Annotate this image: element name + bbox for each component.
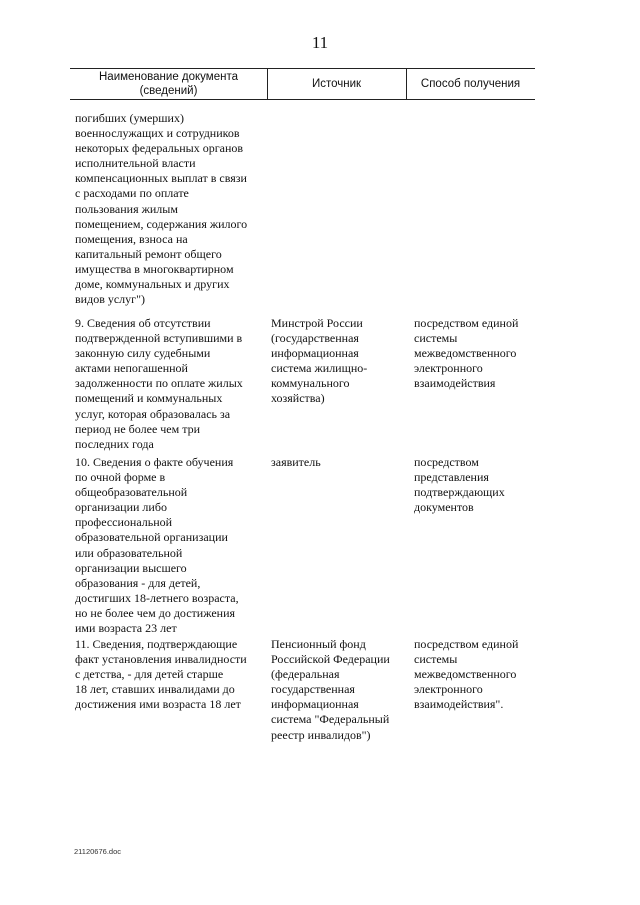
header-divider (267, 69, 268, 99)
header-divider (406, 69, 407, 99)
document-filename: 21120676.doc (74, 847, 121, 856)
table-cell-name: погибших (умерших) военнослужащих и сотрудников некоторых федеральных органов исполнительной власти компенсационных выплат в связи с расходами по оплате пользования жилым помещением, содержания жилого помещения, взноса на капитальный ремонт общего имущества в многоквартирном доме, коммунальных и других видов услуг") (75, 111, 248, 307)
table-cell-source: заявитель (271, 455, 321, 469)
table-cell-name: 11. Сведения, подтверждающие факт установления инвалидности с детства, - для детей старше 18 лет, ставших инвалидами до достижения ими возраста 18 лет (75, 637, 247, 712)
table-cell-name: 9. Сведения об отсутствии подтвержденной вступившими в законную силу судебными актами непогашенной задолженности по оплате жилых помещений и коммунальных услуг, которая образовалась за период не более чем три последних года (75, 316, 243, 451)
table-header (70, 68, 535, 100)
header-method: Способ получения (420, 78, 521, 90)
header-source: Источник (311, 78, 362, 90)
table-cell-name: 10. Сведения о факте обучения по очной форме в общеобразовательной организации либо профессиональной образовательной организации или образовательной организации высшего образования - для детей, достигших 18-летнего возраста, но не более чем до достижения ими возраста 23 лет (75, 455, 239, 636)
table-cell-method: посредством единой системы межведомственного электронного взаимодействия (414, 316, 519, 391)
table-cell-source: Минстрой России (государственная информационная система жилищно- коммунального хозяйства) (271, 316, 368, 406)
header-document-name: Наименование документа (сведений) (99, 71, 238, 97)
table-cell-method: посредством представления подтверждающих документов (414, 455, 505, 515)
page-number: 11 (311, 33, 329, 52)
table-cell-method: посредством единой системы межведомственного электронного взаимодействия". (414, 637, 519, 712)
table-cell-source: Пенсионный фонд Российской Федерации (федеральная государственная информационная система "Федеральный реестр инвалидов") (271, 637, 390, 742)
